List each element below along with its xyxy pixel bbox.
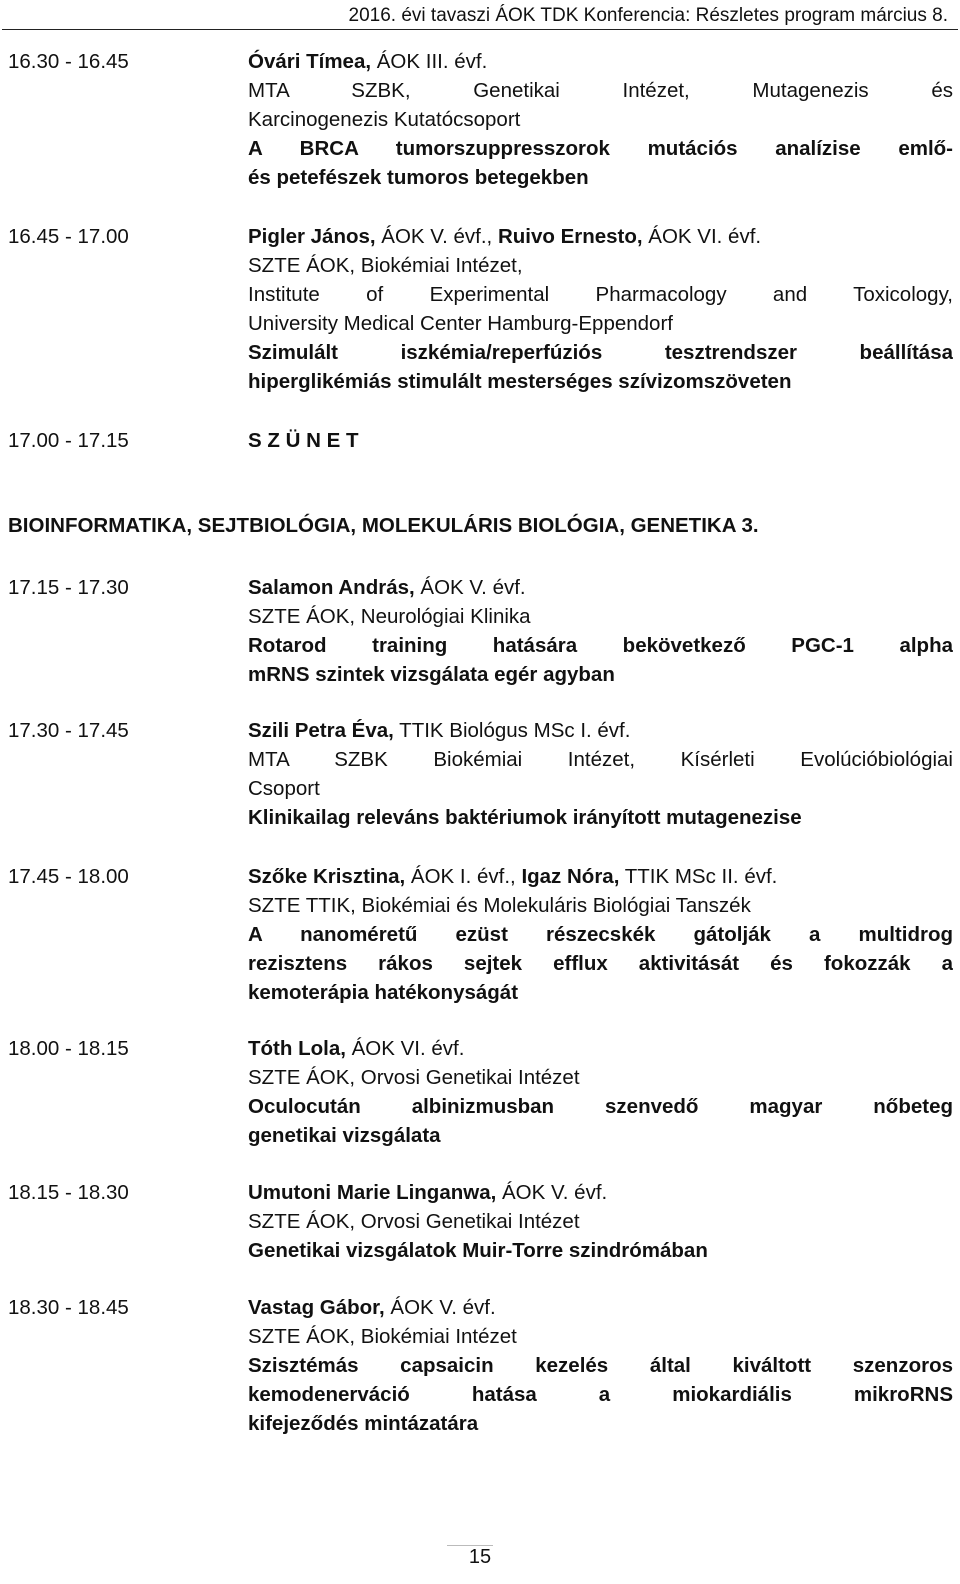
institution-line: Institute of Experimental Pharmacology and Toxicology,: [248, 283, 953, 306]
presenter-year: ÁOK VI. évf.: [642, 225, 762, 248]
entry-content: [248, 1178, 953, 1265]
presenter-line: [248, 573, 953, 602]
program-entry: [8, 716, 953, 832]
time-slot: 16.30 - 16.45: [8, 50, 129, 73]
talk-title-line: Genetikai vizsgálatok Muir-Torre szindrómában: [248, 1239, 708, 1262]
time-slot: 17.45 - 18.00: [8, 865, 129, 888]
entry-content: [248, 222, 953, 396]
presenter-name: Vastag Gábor,: [248, 1296, 385, 1319]
talk-title-line: mRNS szintek vizsgálata egér agyban: [248, 663, 615, 686]
talk-title-line: Klinikailag releváns baktériumok irányított mutagenezise: [248, 806, 802, 829]
program-entry-break: [8, 426, 953, 455]
presenter-line: [248, 862, 953, 891]
entry-content: [248, 1293, 953, 1438]
presenter-line: [248, 222, 953, 251]
entry-content: [248, 862, 953, 1007]
time-slot: 16.45 - 17.00: [8, 225, 129, 248]
time-slot: 17.00 - 17.15: [8, 429, 129, 452]
presenter-year: ÁOK V. évf.: [414, 576, 526, 599]
presenter-name: Szőke Krisztina,: [248, 865, 406, 888]
presenter-name: Szili Petra Éva,: [248, 719, 394, 742]
program-entry: [8, 1178, 953, 1265]
presenter-year: ÁOK V. évf.: [496, 1181, 608, 1204]
program-entry: [8, 573, 953, 689]
presenter-line: [248, 1293, 953, 1322]
presenter-name: Pigler János,: [248, 225, 376, 248]
presenter-name: Salamon András,: [248, 576, 415, 599]
talk-title-line: Rotarod training hatására bekövetkező PGC-1 alpha: [248, 634, 953, 657]
presenter-year: ÁOK I. évf.: [405, 865, 511, 888]
institution-line: SZTE ÁOK, Orvosi Genetikai Intézet: [248, 1210, 580, 1233]
institution-line: SZTE ÁOK, Biokémiai Intézet: [248, 1325, 517, 1348]
entry-content: [248, 47, 953, 192]
presenter-line: [248, 716, 953, 745]
presenter-separator: ,: [486, 225, 498, 248]
section-title: BIOINFORMATIKA, SEJTBIOLÓGIA, MOLEKULÁRIS BIOLÓGIA, GENETIKA 3.: [8, 514, 759, 537]
presenter-name: Umutoni Marie Linganwa,: [248, 1181, 497, 1204]
time-slot: 18.00 - 18.15: [8, 1037, 129, 1060]
presenter-year: ÁOK III. évf.: [371, 50, 488, 73]
presenter-name: Igaz Nóra,: [521, 865, 620, 888]
entry-content: [248, 716, 953, 832]
program-entry: [8, 862, 953, 1007]
entry-content: [248, 426, 953, 455]
entry-content: [248, 573, 953, 689]
institution-line: Csoport: [248, 777, 320, 800]
presenter-name: Ruivo Ernesto,: [497, 225, 643, 248]
talk-title-line: kemoterápia hatékonyságát: [248, 981, 519, 1004]
institution-line: Karcinogenezis Kutatócsoport: [248, 108, 521, 131]
time-slot: 17.30 - 17.45: [8, 719, 129, 742]
entry-content: [248, 1034, 953, 1150]
talk-title-line: kifejeződés mintázatára: [248, 1412, 479, 1435]
program-entry: [8, 1293, 953, 1438]
program-entry: [8, 1034, 953, 1150]
talk-title-line: rezisztens rákos sejtek efflux aktivitását és fokozzák a: [248, 952, 953, 975]
presenter-year: ÁOK V. évf.: [384, 1296, 496, 1319]
break-label: S Z Ü N E T: [248, 429, 359, 452]
talk-title-line: kemodenerváció hatása a miokardiális mikroRNS: [248, 1383, 953, 1406]
header-rule: [2, 29, 958, 30]
institution-line: SZTE ÁOK, Biokémiai Intézet,: [248, 254, 523, 277]
talk-title-line: Oculocután albinizmusban szenvedő magyar nőbeteg: [248, 1095, 953, 1118]
institution-line: SZTE ÁOK, Neurológiai Klinika: [248, 605, 531, 628]
page-header: 2016. évi tavaszi ÁOK TDK Konferencia: Részletes program március 8.: [348, 5, 948, 26]
presenter-year: TTIK MSc II. évf.: [619, 865, 778, 888]
presenter-line: [248, 1034, 953, 1063]
presenter-year: ÁOK VI. évf.: [345, 1037, 465, 1060]
presenter-name: Óvári Tímea,: [248, 50, 372, 73]
talk-title-line: és petefészek tumoros betegekben: [248, 166, 589, 189]
institution-line: University Medical Center Hamburg-Eppendorf: [248, 312, 673, 335]
talk-title-line: genetikai vizsgálata: [248, 1124, 441, 1147]
time-slot: 17.15 - 17.30: [8, 576, 129, 599]
presenter-line: [248, 47, 953, 76]
page-number: 15: [468, 1546, 492, 1568]
talk-title-line: Szisztémás capsaicin kezelés által kiváltott szenzoros: [248, 1354, 953, 1377]
program-entry: [8, 47, 953, 192]
talk-title-line: Szimulált iszkémia/reperfúziós tesztrendszer beállítása: [248, 341, 953, 364]
talk-title-line: hiperglikémiás stimulált mesterséges szívizomszöveten: [248, 370, 792, 393]
institution-line: MTA SZBK, Genetikai Intézet, Mutagenezis és: [248, 79, 953, 102]
time-slot: 18.30 - 18.45: [8, 1296, 129, 1319]
institution-line: MTA SZBK Biokémiai Intézet, Kísérleti Evolúcióbiológiai: [248, 748, 953, 771]
presenter-year: ÁOK V. évf.: [375, 225, 487, 248]
presenter-line: [248, 1178, 953, 1207]
presenter-separator: ,: [510, 865, 522, 888]
program-entry: [8, 222, 953, 396]
time-slot: 18.15 - 18.30: [8, 1181, 129, 1204]
talk-title-line: A BRCA tumorszuppresszorok mutációs analízise emlő-: [248, 137, 953, 160]
institution-line: SZTE ÁOK, Orvosi Genetikai Intézet: [248, 1066, 580, 1089]
institution-line: SZTE TTIK, Biokémiai és Molekuláris Biológiai Tanszék: [248, 894, 751, 917]
presenter-name: Tóth Lola,: [248, 1037, 346, 1060]
presenter-year: TTIK Biológus MSc I. évf.: [393, 719, 631, 742]
talk-title-line: A nanoméretű ezüst részecskék gátolják a multidrog: [248, 923, 953, 946]
